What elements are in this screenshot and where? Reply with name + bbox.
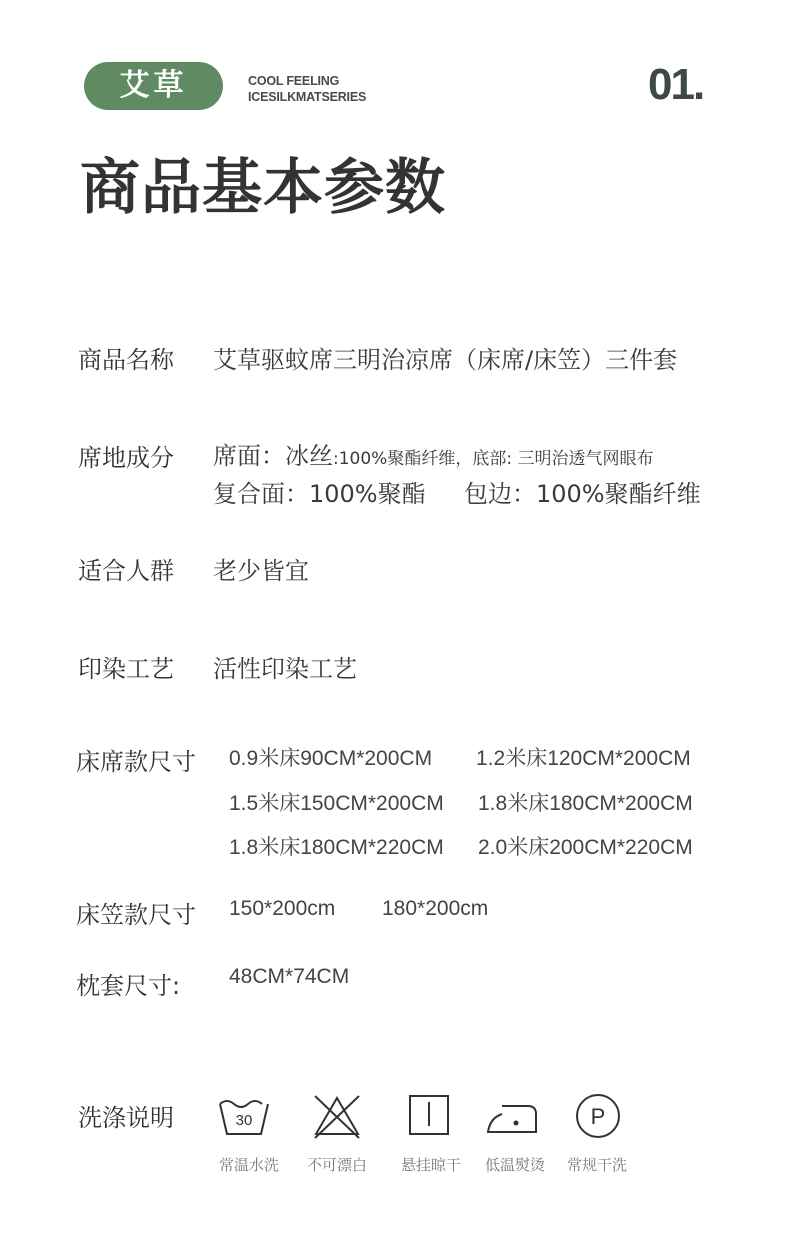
page-title: 商品基本参数	[80, 153, 446, 223]
wash-temp-label: 30	[235, 1112, 253, 1129]
material-surface-detail: :100%聚酯纤维，底部: 三明治透气网眼布	[333, 449, 654, 469]
value-pillow-size: 48CM*74CM	[229, 965, 350, 988]
label-care: 洗涤说明	[78, 1104, 174, 1132]
care-caption: 常规干洗	[566, 1156, 627, 1174]
mat-size-item: 1.8米床180CM*200CM	[478, 792, 693, 815]
tag-line-1: COOL FEELING	[248, 74, 340, 88]
page-number: 01.	[648, 60, 704, 109]
material-composite: 复合面：100%聚酯	[213, 480, 426, 508]
label-fitted-size: 床笠款尺寸	[76, 901, 196, 929]
care-caption: 低温熨烫	[484, 1156, 545, 1174]
mat-size-item: 2.0米床200CM*220CM	[478, 836, 693, 859]
tag-line-2: ICESILKMATSERIES	[248, 90, 367, 104]
dry-clean-p-icon	[574, 1092, 622, 1140]
dry-clean-letter: P	[590, 1104, 606, 1129]
care-caption: 不可漂白	[306, 1156, 367, 1174]
material-edging: 包边：100%聚酯纤维	[464, 480, 701, 508]
label-pillow-size: 枕套尺寸:	[76, 972, 181, 1000]
value-product-name: 艾草驱蚊席三明治凉席（床席/床笠）三件套	[213, 346, 678, 374]
mat-size-item: 1.5米床150CM*200CM	[229, 792, 444, 815]
fitted-size-item: 180*200cm	[382, 897, 489, 920]
low-iron-icon	[484, 1092, 542, 1140]
mat-size-item: 1.2米床120CM*200CM	[476, 747, 691, 770]
fitted-size-item: 150*200cm	[229, 897, 336, 920]
label-material: 席地成分	[78, 444, 174, 472]
care-caption: 悬挂晾干	[400, 1156, 461, 1174]
value-audience: 老少皆宜	[213, 557, 309, 585]
label-dyeing: 印染工艺	[78, 655, 174, 683]
material-surface-label: 席面：冰丝	[213, 442, 333, 470]
mat-size-item: 0.9米床90CM*200CM	[229, 747, 433, 770]
care-caption: 常温水洗	[218, 1156, 279, 1174]
mat-size-item: 1.8米床180CM*220CM	[229, 836, 444, 859]
brand-badge: 艾草	[84, 62, 223, 110]
value-dyeing: 活性印染工艺	[213, 655, 357, 683]
material-surface-row	[213, 436, 653, 471]
wash-30-icon	[216, 1092, 272, 1140]
label-mat-size: 床席款尺寸	[76, 748, 196, 776]
label-product-name: 商品名称	[78, 346, 174, 374]
no-bleach-icon	[310, 1092, 364, 1140]
hang-dry-icon	[406, 1092, 452, 1138]
label-audience: 适合人群	[78, 557, 174, 585]
